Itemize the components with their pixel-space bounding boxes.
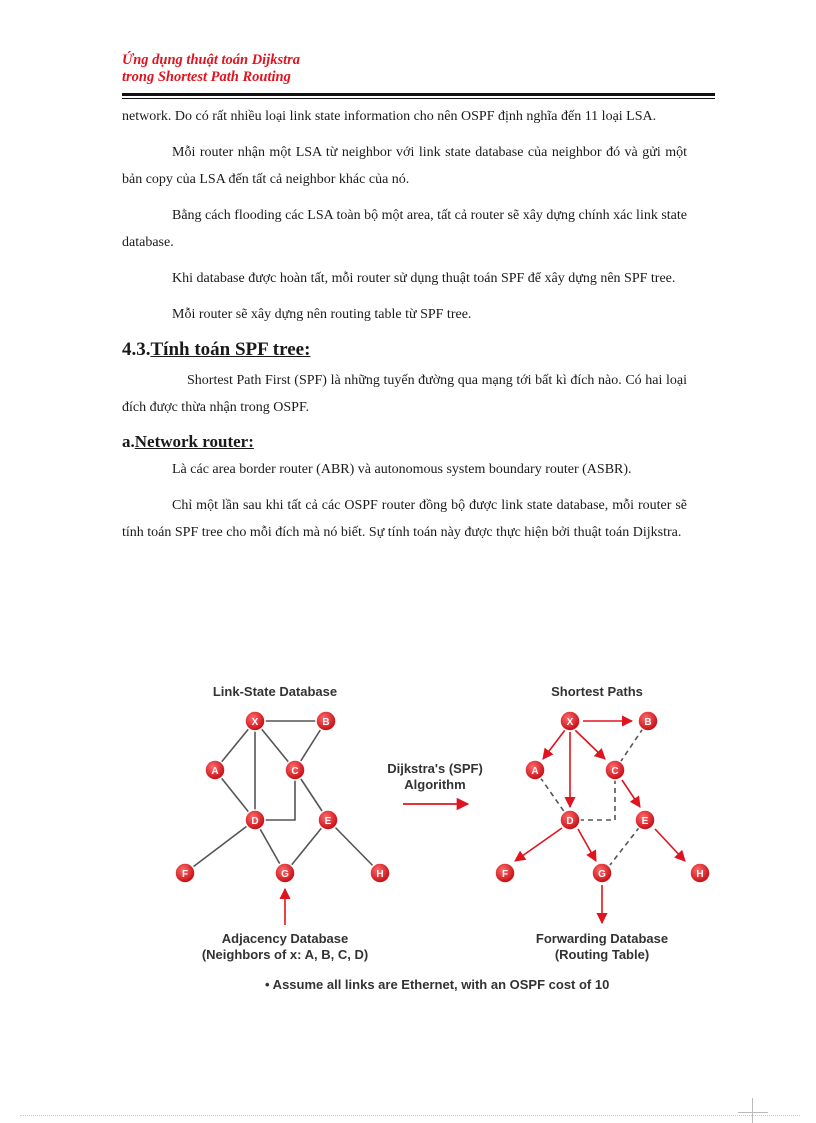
svg-text:X: X: [566, 717, 574, 728]
svg-text:D: D: [251, 816, 259, 827]
spf-diagram: [160, 675, 720, 1005]
node-c-right: [605, 760, 625, 780]
svg-text:H: H: [696, 869, 704, 880]
node-b-right: [638, 711, 658, 731]
svg-text:B: B: [322, 717, 330, 728]
svg-text:H: H: [376, 869, 384, 880]
algorithm-label-line-1: Dijkstra's (SPF): [387, 761, 483, 776]
right-graph-tree-arrows: [515, 721, 685, 923]
section-title: Tính toán SPF tree:: [150, 339, 311, 360]
svg-text:A: A: [211, 766, 219, 777]
paragraph: Shortest Path First (SPF) là những tuyến đường qua mạng tới bất kì đích nào. Có hai loại đích được thừa nhận trong OSPF.: [122, 373, 687, 415]
header-rule-thin: [122, 98, 715, 99]
svg-text:C: C: [611, 766, 619, 777]
svg-text:G: G: [598, 869, 606, 880]
svg-text:E: E: [324, 816, 332, 827]
section-heading-4-3: [122, 337, 687, 363]
document-body: [122, 103, 687, 555]
page-corner-mark: [738, 1112, 768, 1113]
subsection-number: a.: [122, 432, 135, 451]
node-a-left: [205, 760, 225, 780]
node-e-left: [318, 810, 338, 830]
svg-text:A: A: [531, 766, 539, 777]
left-title: Link-State Database: [212, 684, 338, 699]
node-b-left: [316, 711, 336, 731]
svg-text:E: E: [641, 816, 649, 827]
forwarding-label-line-2: (Routing Table): [554, 947, 650, 962]
running-header: [122, 52, 300, 86]
svg-text:X: X: [251, 717, 259, 728]
svg-text:F: F: [181, 869, 189, 880]
node-a-right: [525, 760, 545, 780]
paragraph: network. Do có rất nhiều loại link state information cho nên OSPF định nghĩa đến 11 loại LSA.: [122, 109, 657, 124]
subsection-heading-a: [122, 430, 687, 454]
node-d-right: [560, 810, 580, 830]
adjacency-label-line-1: Adjacency Database: [221, 931, 349, 946]
paragraph: Mỗi router nhận một LSA từ neighbor với link state database của neighbor đó và gửi một bản copy của LSA đến tất cả neighbor khác của nó.: [122, 145, 687, 187]
svg-text:C: C: [291, 766, 299, 777]
node-x-left: [245, 711, 265, 731]
node-f-left: [175, 863, 195, 883]
paragraph: Chỉ một lần sau khi tất cả các OSPF router đồng bộ được link state database, mỗi router sẽ tính toán SPF tree cho mỗi đích mà nó biết. Sự tính toán này được thực hiện bởi thuật toán Dijkstra.: [122, 498, 687, 540]
spf-diagram-svg: [160, 675, 720, 1005]
adjacency-label-line-2: (Neighbors of x: A, B, C, D): [201, 947, 369, 962]
figure-note: • Assume all links are Ethernet, with an OSPF cost of 10: [265, 977, 610, 992]
node-g-right: [592, 863, 612, 883]
node-f-right: [495, 863, 515, 883]
subsection-title: Network router:: [134, 432, 254, 451]
forwarding-label-line-1: Forwarding Database: [535, 931, 669, 946]
paragraph: Khi database được hoàn tất, mỗi router sử dụng thuật toán SPF để xây dựng nên SPF tree.: [172, 271, 676, 286]
node-d-left: [245, 810, 265, 830]
node-e-right: [635, 810, 655, 830]
svg-text:F: F: [501, 869, 509, 880]
section-number: 4.3.: [122, 339, 151, 360]
node-h-right: [690, 863, 710, 883]
svg-text:D: D: [566, 816, 574, 827]
algorithm-label-line-2: Algorithm: [404, 777, 466, 792]
node-c-left: [285, 760, 305, 780]
left-graph-links: [185, 721, 380, 873]
page-bottom-border: [20, 1115, 800, 1116]
header-rule-thick: [122, 93, 715, 96]
paragraph: Bằng cách flooding các LSA toàn bộ một area, tất cả router sẽ xây dựng chính xác link state database.: [122, 208, 687, 250]
left-nodes: [175, 711, 390, 883]
header-line-2: trong Shortest Path Routing: [122, 69, 291, 85]
right-title: Shortest Paths: [551, 684, 643, 699]
svg-text:B: B: [644, 717, 652, 728]
header-line-1: Ứng dụng thuật toán Dijkstra: [122, 52, 301, 68]
node-h-left: [370, 863, 390, 883]
paragraph: Mỗi router sẽ xây dựng nên routing table từ SPF tree.: [172, 307, 472, 322]
svg-text:G: G: [281, 869, 289, 880]
right-nodes: [495, 711, 710, 883]
node-g-left: [275, 863, 295, 883]
paragraph: Là các area border router (ABR) và autonomous system boundary router (ASBR).: [172, 462, 632, 477]
node-x-right: [560, 711, 580, 731]
page-corner-mark: [752, 1098, 753, 1123]
